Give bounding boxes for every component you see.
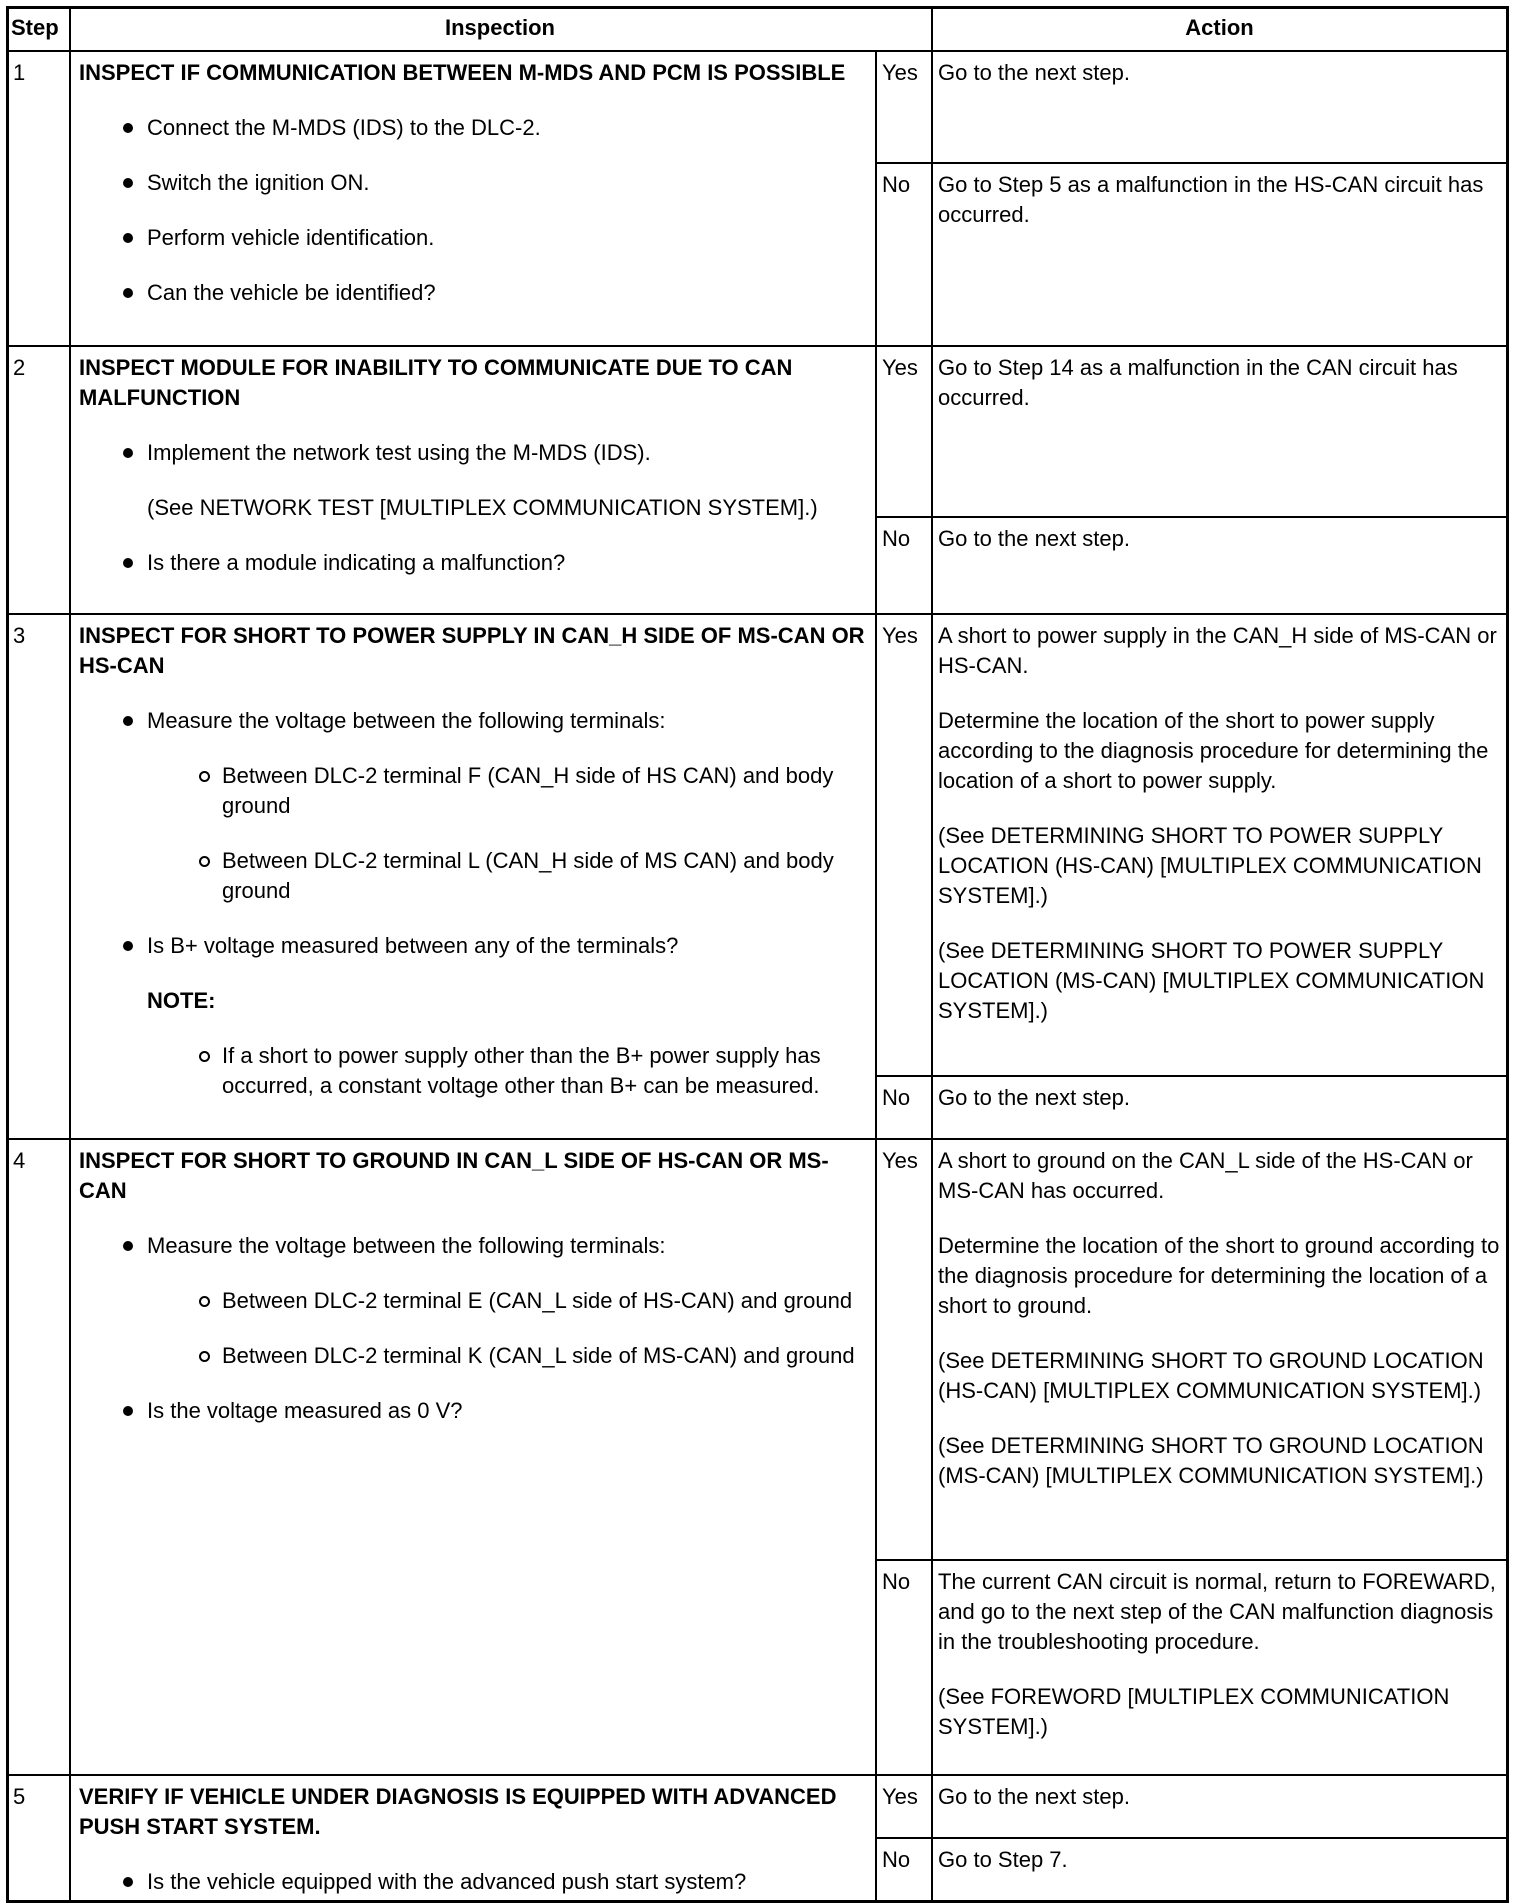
table-row <box>9 613 1506 1138</box>
no-action <box>933 1839 1506 1900</box>
bullet-item: Connect the M-MDS (IDS) to the DLC-2. <box>79 113 865 143</box>
yes-label: Yes <box>877 1140 933 1559</box>
sub-bullet-item: If a short to power supply other than the B+ power supply has occurred, a constant voltage other than B+ can be measured. <box>79 1041 865 1101</box>
bullet-item: Switch the ignition ON. <box>79 168 865 198</box>
bullet-item: Is there a module indicating a malfunction? <box>79 548 865 578</box>
no-label: No <box>877 164 933 345</box>
no-action <box>933 164 1506 345</box>
table-header <box>9 9 1506 50</box>
bullet-item: Can the vehicle be identified? <box>79 278 865 308</box>
bullet-item: Is the vehicle equipped with the advanced push start system? <box>79 1867 865 1897</box>
sub-bullet-item: Between DLC-2 terminal K (CAN_L side of MS-CAN) and ground <box>79 1341 865 1371</box>
no-action <box>933 1561 1506 1774</box>
result-cell <box>877 1776 1506 1900</box>
inspection-cell <box>71 52 877 345</box>
step-heading: VERIFY IF VEHICLE UNDER DIAGNOSIS IS EQUIPPED WITH ADVANCED PUSH START SYSTEM. <box>79 1784 837 1839</box>
action-text: Go to the next step. <box>938 1784 1131 1809</box>
bullet-item: Measure the voltage between the following terminals: <box>79 706 865 736</box>
bullet-item: Is the voltage measured as 0 V? <box>79 1396 865 1426</box>
yes-action <box>933 347 1506 516</box>
action-text: (See DETERMINING SHORT TO GROUND LOCATION (HS-CAN) [MULTIPLEX COMMUNICATION SYSTEM].) <box>938 1348 1484 1403</box>
step-number: 5 <box>9 1776 71 1900</box>
action-text: Determine the location of the short to ground according to the diagnosis procedure for determining the location of a short to ground. <box>938 1233 1500 1318</box>
step-number: 3 <box>9 615 71 1138</box>
yes-result-row <box>877 1140 1506 1559</box>
reference-text: (See NETWORK TEST [MULTIPLEX COMMUNICATION SYSTEM].) <box>147 495 818 520</box>
diagnostic-procedure-table <box>6 6 1509 1903</box>
bullet-item: Measure the voltage between the following terminals: <box>79 1231 865 1261</box>
action-text: Determine the location of the short to power supply according to the diagnosis procedure for determining the location of a short to power supply. <box>938 708 1489 793</box>
action-text: (See DETERMINING SHORT TO POWER SUPPLY LOCATION (MS-CAN) [MULTIPLEX COMMUNICATION SYSTEM].) <box>938 938 1485 1023</box>
action-text: The current CAN circuit is normal, return to FOREWARD, and go to the next step of the CAN malfunction diagnosis in the troubleshooting procedure. <box>938 1569 1496 1654</box>
sub-bullet-item: Between DLC-2 terminal E (CAN_L side of HS-CAN) and ground <box>79 1286 865 1316</box>
step-number: 1 <box>9 52 71 345</box>
action-text: Go to the next step. <box>938 60 1131 85</box>
inspection-cell <box>71 347 877 613</box>
result-cell <box>877 347 1506 613</box>
header-step: Step <box>9 9 71 50</box>
no-label: No <box>877 518 933 613</box>
sub-bullet-item: Between DLC-2 terminal L (CAN_H side of MS CAN) and body ground <box>79 846 865 906</box>
action-text: Go to the next step. <box>938 526 1131 551</box>
result-cell <box>877 1140 1506 1774</box>
sub-bullet-item: Between DLC-2 terminal F (CAN_H side of HS CAN) and body ground <box>79 761 865 821</box>
header-action: Action <box>1185 15 1254 40</box>
yes-result-row <box>877 52 1506 162</box>
table-row <box>9 50 1506 345</box>
action-text: A short to ground on the CAN_L side of the HS-CAN or MS-CAN has occurred. <box>938 1148 1473 1203</box>
step-number: 2 <box>9 347 71 613</box>
yes-result-row <box>877 347 1506 516</box>
action-text: (See DETERMINING SHORT TO POWER SUPPLY LOCATION (HS-CAN) [MULTIPLEX COMMUNICATION SYSTEM].) <box>938 823 1482 908</box>
no-result-row <box>877 1837 1506 1900</box>
table-row <box>9 1138 1506 1774</box>
yes-result-row <box>877 1776 1506 1837</box>
yes-action <box>933 1776 1506 1837</box>
bullet-item: Implement the network test using the M-MDS (IDS). <box>79 438 865 468</box>
inspection-cell <box>71 615 877 1138</box>
yes-action <box>933 52 1506 162</box>
no-label: No <box>877 1839 933 1900</box>
no-result-row <box>877 162 1506 345</box>
note-label: NOTE: <box>147 988 216 1013</box>
inspection-cell <box>71 1776 877 1900</box>
result-cell <box>877 52 1506 345</box>
action-text: Go to Step 14 as a malfunction in the CAN circuit has occurred. <box>938 355 1458 410</box>
yes-label: Yes <box>877 52 933 162</box>
no-result-row <box>877 516 1506 613</box>
no-result-row <box>877 1559 1506 1774</box>
action-text: Go to Step 5 as a malfunction in the HS-CAN circuit has occurred. <box>938 172 1484 227</box>
action-text: Go to Step 7. <box>938 1847 1068 1872</box>
yes-action <box>933 615 1506 1075</box>
yes-label: Yes <box>877 615 933 1075</box>
action-text: (See FOREWORD [MULTIPLEX COMMUNICATION SYSTEM].) <box>938 1684 1450 1739</box>
header-inspection: Inspection <box>71 9 933 50</box>
step-number: 4 <box>9 1140 71 1774</box>
table-row <box>9 1774 1506 1900</box>
yes-label: Yes <box>877 1776 933 1837</box>
action-text: (See DETERMINING SHORT TO GROUND LOCATION (MS-CAN) [MULTIPLEX COMMUNICATION SYSTEM].) <box>938 1433 1484 1488</box>
no-label: No <box>877 1561 933 1774</box>
yes-result-row <box>877 615 1506 1075</box>
step-heading: INSPECT IF COMMUNICATION BETWEEN M-MDS AND PCM IS POSSIBLE <box>79 60 846 85</box>
action-text: Go to the next step. <box>938 1085 1131 1110</box>
yes-label: Yes <box>877 347 933 516</box>
no-action <box>933 518 1506 613</box>
table-row <box>9 345 1506 613</box>
no-action <box>933 1077 1506 1138</box>
step-heading: INSPECT MODULE FOR INABILITY TO COMMUNICATE DUE TO CAN MALFUNCTION <box>79 355 793 410</box>
step-heading: INSPECT FOR SHORT TO POWER SUPPLY IN CAN_H SIDE OF MS-CAN OR HS-CAN <box>79 623 865 678</box>
bullet-item: Perform vehicle identification. <box>79 223 865 253</box>
step-heading: INSPECT FOR SHORT TO GROUND IN CAN_L SIDE OF HS-CAN OR MS-CAN <box>79 1148 829 1203</box>
result-cell <box>877 615 1506 1138</box>
no-result-row <box>877 1075 1506 1138</box>
action-text: A short to power supply in the CAN_H side of MS-CAN or HS-CAN. <box>938 623 1497 678</box>
inspection-cell <box>71 1140 877 1774</box>
bullet-item: Is B+ voltage measured between any of the terminals? <box>79 931 865 961</box>
yes-action <box>933 1140 1506 1559</box>
no-label: No <box>877 1077 933 1138</box>
